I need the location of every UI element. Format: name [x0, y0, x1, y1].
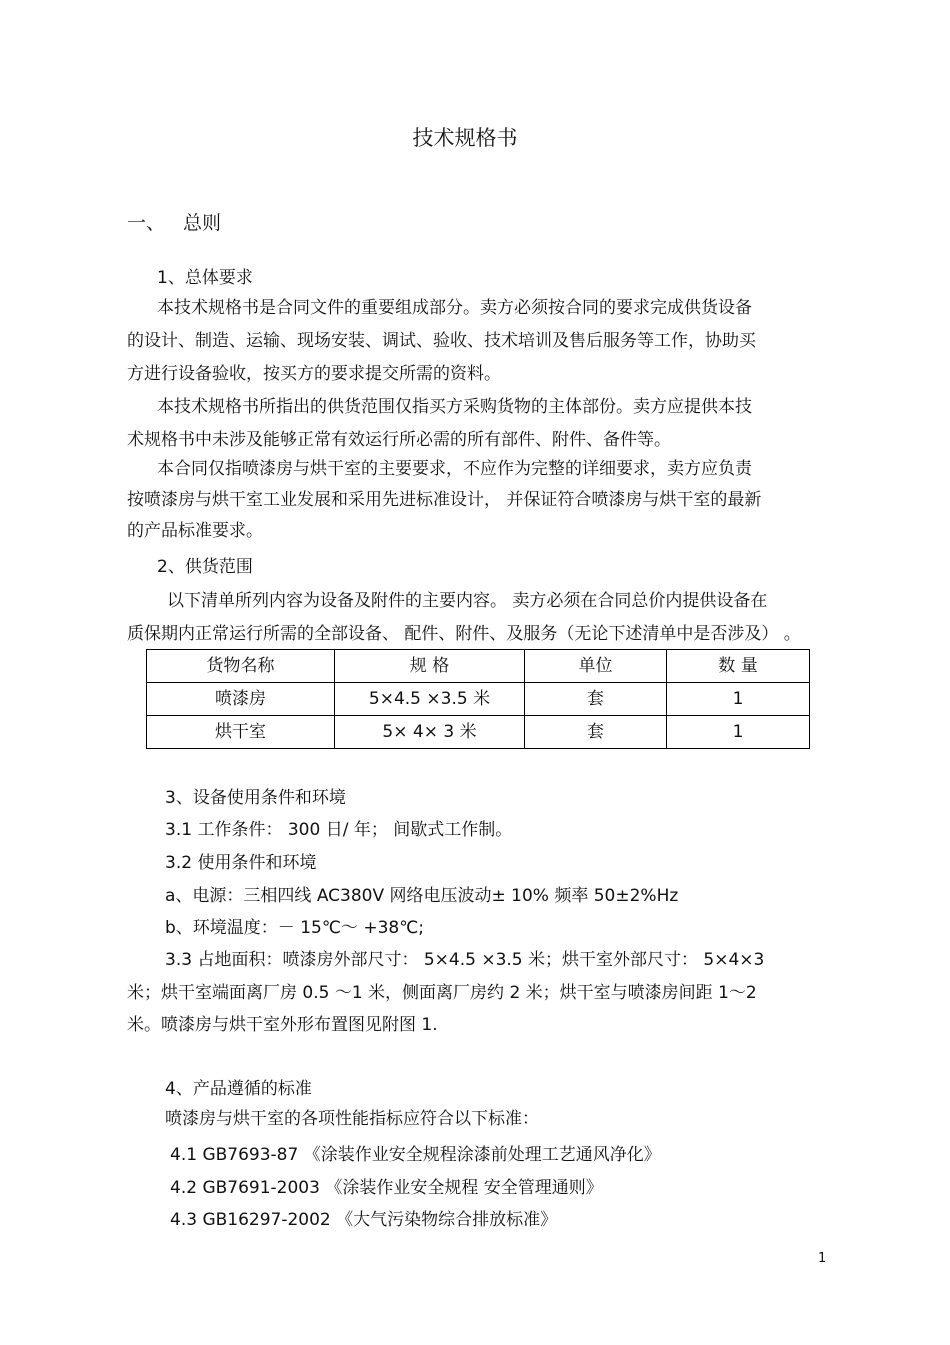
paragraph-line: 喷漆房与烘干室的各项性能指标应符合以下标准： [165, 1109, 539, 1129]
paragraph-line: 的设计、制造、运输、现场安装、调试、验收、技术培训及售后服务等工作，协助买 [127, 331, 756, 351]
paragraph-line: 3.1 工作条件： 300 日/ 年； 间歇式工作制。 [165, 820, 513, 840]
table-cell: 套 [525, 716, 667, 749]
paragraph-line: a、电源：三相四线 AC380V 网络电压波动± 10% 频率 50±2%Hz [165, 886, 679, 906]
page-number: 1 [818, 1251, 827, 1266]
table-header-cell: 单位 [525, 650, 667, 683]
standard-item: 4.2 GB7691-2003 《涂装作业安全规程 安全管理通则》 [170, 1178, 603, 1198]
paragraph-line: 方进行设备验收，按买方的要求提交所需的资料。 [127, 364, 501, 384]
paragraph-line: 以下清单所列内容为设备及附件的主要内容。 卖方必须在合同总价内提供设备在 [167, 591, 768, 611]
table-cell: 5× 4× 3 米 [335, 716, 525, 749]
subsection-heading-4: 4、产品遵循的标准 [165, 1079, 312, 1099]
paragraph-line: 按喷漆房与烘干室工业发展和采用先进标准设计， 并保证符合喷漆房与烘干室的最新 [127, 490, 762, 510]
section-number: 一、 [127, 212, 166, 234]
paragraph-line: 米。喷漆房与烘干室外形布置图见附图 1. [127, 1015, 438, 1035]
paragraph-line: 本技术规格书是合同文件的重要组成部分。卖方必须按合同的要求完成供货设备 [157, 298, 752, 318]
table-cell: 套 [525, 683, 667, 716]
paragraph-line: 3.3 占地面积：喷漆房外部尺寸： 5×4.5 ×3.5 米；烘干室外部尺寸： 5×4×3 [165, 950, 765, 970]
table-header-cell: 数 量 [667, 650, 810, 683]
table-header-cell: 货物名称 [147, 650, 335, 683]
table-cell: 5×4.5 ×3.5 米 [335, 683, 525, 716]
paragraph-line: 的产品标准要求。 [127, 521, 263, 541]
table-row [147, 716, 810, 749]
paragraph-line: 本合同仅指喷漆房与烘干室的主要要求，不应作为完整的详细要求，卖方应负责 [157, 459, 752, 479]
paragraph-line: 米；烘干室端面离厂房 0.5 ～1 米，侧面离厂房约 2 米；烘干室与喷漆房间距 1～2 [127, 983, 757, 1003]
paragraph-line: 术规格书中未涉及能够正常有效运行所必需的所有部件、附件、备件等。 [127, 430, 671, 450]
table-cell: 喷漆房 [147, 683, 335, 716]
table-cell: 烘干室 [147, 716, 335, 749]
subsection-heading-1: 1、总体要求 [157, 268, 253, 288]
standard-item: 4.3 GB16297-2002 《大气污染物综合排放标准》 [170, 1210, 558, 1230]
table-header-row [147, 650, 810, 683]
paragraph-line: 质保期内正常运行所需的全部设备、 配件、附件、及服务（无论下述清单中是否涉及） 。 [127, 624, 801, 644]
paragraph-line: 本技术规格书所指出的供货范围仅指买方采购货物的主体部份。卖方应提供本技 [157, 397, 752, 417]
section-title: 总则 [183, 212, 222, 234]
goods-table [146, 649, 810, 749]
table-header-cell: 规 格 [335, 650, 525, 683]
subsection-heading-2: 2、供货范围 [157, 557, 253, 577]
subsection-heading-3: 3、设备使用条件和环境 [165, 788, 346, 808]
paragraph-line: 3.2 使用条件和环境 [165, 853, 317, 873]
paragraph-line: b、环境温度：－ 15℃～ +38℃; [165, 918, 425, 938]
standard-item: 4.1 GB7693-87 《涂装作业安全规程涂漆前处理工艺通风净化》 [170, 1145, 661, 1165]
table-cell: 1 [667, 716, 810, 749]
document-title: 技术规格书 [412, 126, 518, 150]
table-row [147, 683, 810, 716]
table-cell: 1 [667, 683, 810, 716]
